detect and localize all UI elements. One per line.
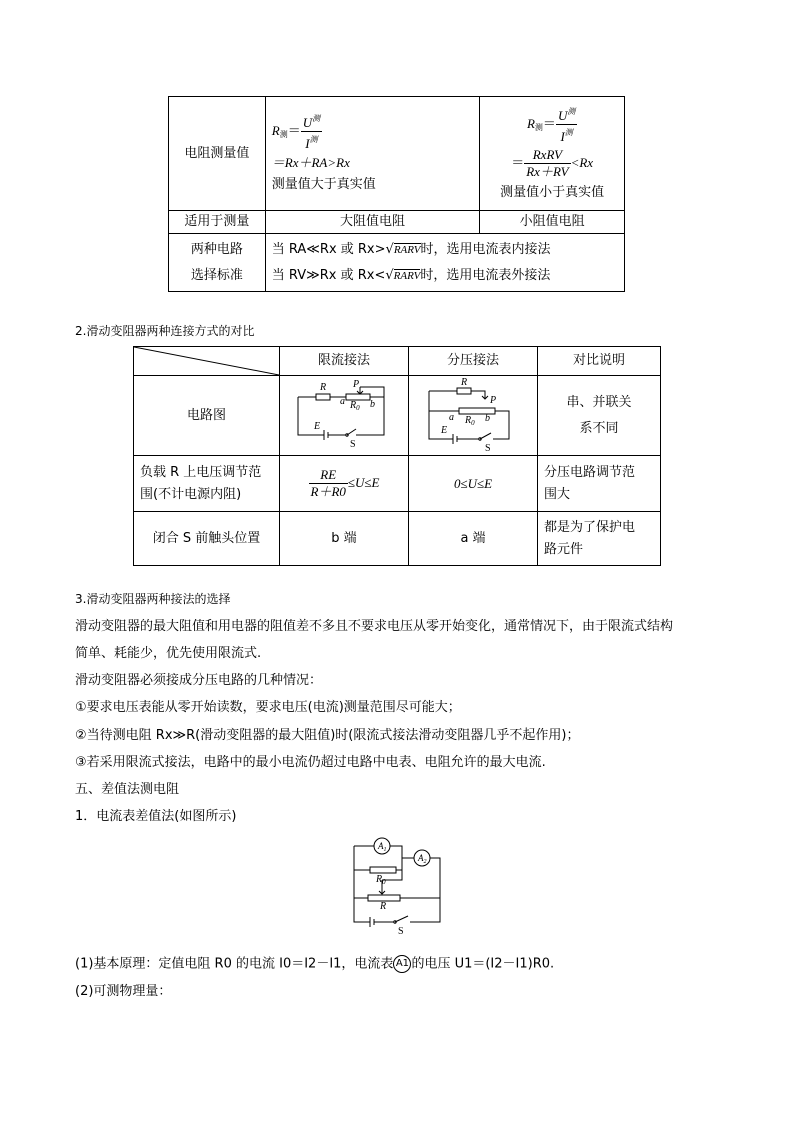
row-label-range [134,456,280,512]
svg-text:R: R [380,901,387,912]
fraction-2 [524,147,570,180]
r-symbol: R [526,115,535,131]
circuit-note-2: 系不同 [579,420,619,436]
svg-text:S: S [350,438,356,450]
inner-measure-cell [265,97,480,211]
r-sub: 测 [279,130,288,139]
svg-text:b: b [370,398,375,410]
list-item: ③若采用限流式接法，电路中的最小电流仍超过电路中电表、电阻允许的最大电流. [75,755,546,770]
range-label-2: 围(不计电源内阻) [140,486,242,502]
rule-1: 当 RA≪Rx 或 Rx>√RARV时，选用电流表内接法 [271,241,551,257]
diagonal-divider [134,347,279,375]
eq-sign: ＝ [287,124,301,139]
frac2-den: Rx＋RV [526,163,569,179]
svg-text:a: a [340,395,345,407]
table-row [169,234,625,292]
fraction [556,104,577,145]
frac-num-sup: 测 [567,106,576,116]
svg-text:S: S [485,442,491,454]
subsection-1-title: 1．电流表差值法(如图所示) [75,809,237,824]
ammeter-a1-symbol: A1 [393,955,411,973]
rheostat-comparison-table [133,346,661,566]
select-label-1: 两种电路 [190,241,243,257]
frac-num-sup: 测 [312,114,321,123]
table-row [134,376,661,456]
paragraph-line: 滑动变阻器的最大阻值和用电器的阻值差不多且不要求电压从零开始变化，通常情况下，由于限流式结构 [75,619,674,634]
table-row [134,456,661,512]
svg-text:R: R [320,381,327,393]
frac-den: I [305,136,310,151]
svg-text:A1: $A_1$ [378,841,387,853]
resistor-r0 [370,867,396,873]
measurable-line: (2)可测物理量： [75,984,172,999]
frac2-num: RxRV [524,147,570,164]
divider-circuit-cell [409,376,538,456]
frac-den: I [560,128,565,144]
frac-num: U [302,115,313,130]
header-corner [134,347,280,376]
r-symbol: R [271,123,280,138]
frac-den-sup: 测 [309,135,318,144]
section-3-title: 3.滑动变阻器两种接法的选择 [75,592,231,606]
outer-apply: 小阻值电阻 [480,211,625,234]
svg-text:P: P [490,394,497,406]
header-divider: 分压接法 [409,347,538,376]
svg-text:R0: $R_0$ [465,414,475,427]
limit-num: RE [309,467,348,484]
fraction [301,111,322,152]
svg-text:S: S [398,926,404,936]
outer-conclusion: 测量值小于真实值 [500,184,605,200]
svg-text:R0: $R_0$ [376,874,386,886]
table-row [134,512,661,566]
row-label-circuit: 电路图 [134,376,280,456]
circuit-note [538,376,661,456]
limit-range [280,456,409,512]
list-item: ②当待测电阻 Rx≫R(滑动变阻器的最大阻值)时(限流式接法滑动变阻器几乎不起作用)； [75,728,580,743]
pos-note-1: 都是为了保护电 [544,519,636,535]
principle-line [75,955,554,974]
rule-2-post: 时，选用电流表外接法 [420,267,551,283]
range-note [538,456,661,512]
row-label-pos: 闭合 S 前触头位置 [134,512,280,566]
frac-den-sup: 测 [564,127,573,137]
svg-text:R0: $R_0$ [350,399,360,412]
circuit-note-1: 串、并联关 [566,394,632,410]
row-label-apply: 适用于测量 [169,211,266,234]
svg-text:a: a [449,411,454,423]
table-row [169,97,625,211]
row-label-measure: 电阻测量值 [169,97,266,211]
section-2-title: 2.滑动变阻器两种连接方式的对比 [75,324,255,338]
limit-circuit-cell [280,376,409,456]
inner-eq-line: ＝Rx＋RA>Rx [271,155,350,170]
range-label-1: 负载 R 上电压调节范 [140,464,262,480]
r-sub: 测 [534,122,543,132]
rule-2: 当 RV≫Rx 或 Rx<√RARV时，选用电流表外接法 [271,267,551,283]
divider-pos: a 端 [409,512,538,566]
svg-text:R: R [461,376,468,388]
pos-note-2: 路元件 [544,541,584,557]
select-label-2: 选择标准 [190,267,243,283]
row-label-select [169,234,266,292]
table-row [134,347,661,376]
header-note: 对比说明 [538,347,661,376]
header-limit: 限流接法 [280,347,409,376]
paragraph-line: 简单、耗能少，优先使用限流式. [75,646,262,661]
measurement-comparison-table [168,96,625,292]
table-row [169,211,625,234]
svg-text:E: E [314,420,321,432]
outer-suffix: <Rx [570,154,594,170]
frac-num: U [557,107,568,123]
inner-conclusion: 测量值大于真实值 [271,177,376,192]
rule-2-pre: 当 RV≫Rx 或 Rx< [271,267,386,283]
fraction [309,467,348,500]
ammeter-difference-circuit [340,836,460,936]
outer-measure-cell: $R_测=$ $\frac{U^测}{I^测}$ ＝ $\frac{\text{RxRV}}{Rx+RV}$ <Rx 测量值小于真实值 [480,97,625,211]
svg-text:b: b [485,412,490,424]
svg-text:P: P [353,378,360,390]
limit-circuit-diagram [280,377,408,455]
divider-circuit-diagram [409,377,537,455]
svg-text:A2: $A_2$ [418,853,427,865]
pos-note [538,512,661,566]
list-item: ①要求电压表能从零开始读数，要求电压(电流)测量范围尽可能大； [75,700,461,715]
rule-1-pre: 当 RA≪Rx 或 Rx> [271,241,386,257]
sqrt-arg: RARV [393,243,421,256]
svg-text:E: E [441,424,448,436]
principle-text: (1)基本原理：定值电阻 R0 的电流 I0＝I2－I1，电流表 [75,956,394,972]
section-5-title: 五、差值法测电阻 [75,782,180,797]
divider-range: 0≤U≤E [409,456,538,512]
rule-1-post: 时，选用电流表内接法 [420,241,551,257]
select-rules [265,234,624,292]
range-note-2: 围大 [544,486,571,502]
principle-tail: 的电压 U1＝(I2－I1)R0. [411,956,555,972]
inner-apply: 大阻值电阻 [265,211,480,234]
sqrt-arg: RARV [393,269,421,282]
paragraph-line: 滑动变阻器必须接成分压电路的几种情况： [75,673,323,688]
limit-den: R＋R0 [310,484,346,499]
limit-pos: b 端 [280,512,409,566]
limit-tail: ≤U≤E [347,475,380,490]
range-note-1: 分压电路调节范 [544,464,636,480]
